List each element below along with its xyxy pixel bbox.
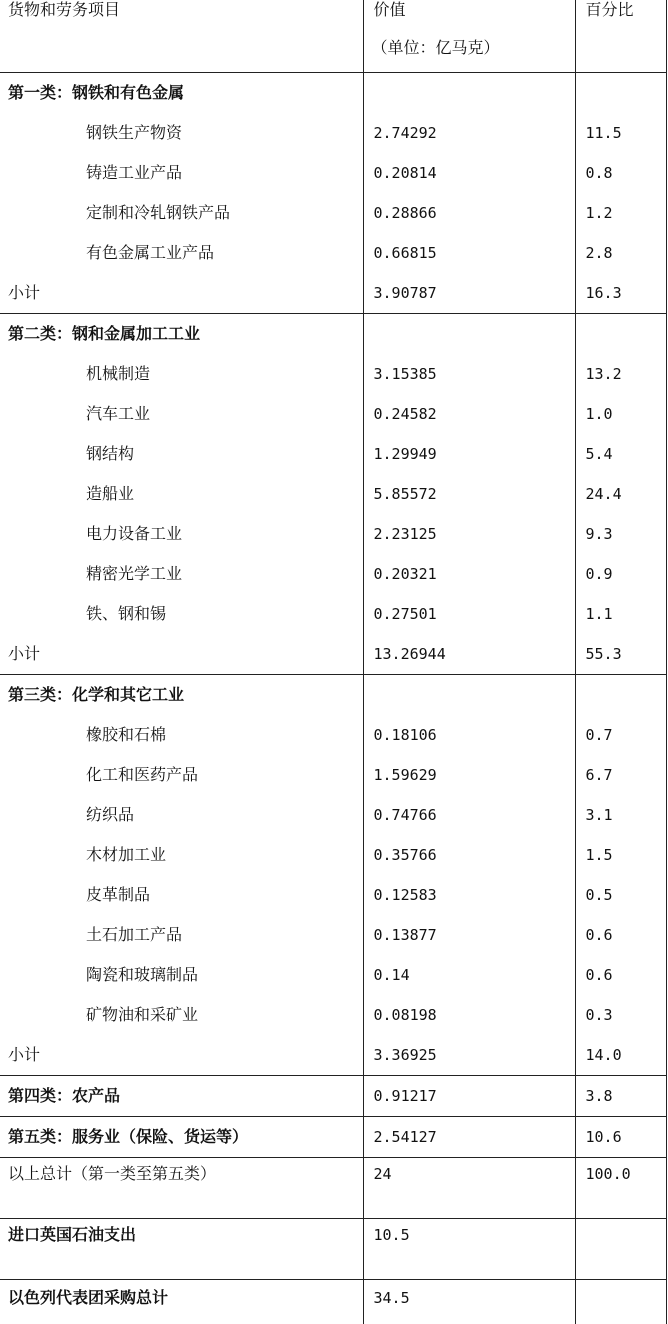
item-row-label: 土石加工产品 <box>0 915 363 955</box>
item-row-value: 1.29949 <box>363 434 575 474</box>
item-row-value: 0.24582 <box>363 394 575 434</box>
subtotal-row-percent: 55.3 <box>575 634 666 675</box>
header-value: 价值 （单位：亿马克） <box>363 0 575 72</box>
item-row <box>0 955 666 995</box>
subtotal-row-value: 3.90787 <box>363 273 575 314</box>
item-row-value: 0.14 <box>363 955 575 995</box>
item-row <box>0 715 666 755</box>
item-row-label: 定制和冷轧钢铁产品 <box>0 193 363 233</box>
subtotal-row-percent: 16.3 <box>575 273 666 314</box>
total-row-label: 以上总计（第一类至第五类） <box>0 1157 363 1218</box>
item-row-label: 造船业 <box>0 474 363 514</box>
item-row-percent: 5.4 <box>575 434 666 474</box>
oil-row-label: 进口英国石油支出 <box>0 1218 363 1279</box>
grand-total-row-label: 以色列代表团采购总计 <box>0 1279 363 1324</box>
oil-row <box>0 1218 666 1279</box>
grand-total-row <box>0 1279 666 1324</box>
item-row-label: 有色金属工业产品 <box>0 233 363 273</box>
item-row-label: 橡胶和石棉 <box>0 715 363 755</box>
item-row <box>0 233 666 273</box>
oil-row-value: 10.5 <box>363 1218 575 1279</box>
item-row-label: 汽车工业 <box>0 394 363 434</box>
category5-row-value: 2.54127 <box>363 1116 575 1157</box>
item-row-percent: 0.6 <box>575 915 666 955</box>
item-row-percent: 0.3 <box>575 995 666 1035</box>
item-row-value: 0.28866 <box>363 193 575 233</box>
item-row-label: 钢结构 <box>0 434 363 474</box>
item-row-value: 0.27501 <box>363 594 575 634</box>
subtotal-row <box>0 634 666 675</box>
item-row <box>0 354 666 394</box>
item-row-value: 1.59629 <box>363 755 575 795</box>
item-row-value: 0.35766 <box>363 835 575 875</box>
category-title-row-percent <box>575 72 666 113</box>
item-row-value: 0.18106 <box>363 715 575 755</box>
category-title-row-label: 第二类：钢和金属加工工业 <box>0 313 363 354</box>
item-row-percent: 1.5 <box>575 835 666 875</box>
item-row-value: 2.23125 <box>363 514 575 554</box>
category-title-row-label: 第一类：钢铁和有色金属 <box>0 72 363 113</box>
item-row-percent: 9.3 <box>575 514 666 554</box>
item-row-percent: 0.8 <box>575 153 666 193</box>
item-row-value: 5.85572 <box>363 474 575 514</box>
item-row-percent: 1.2 <box>575 193 666 233</box>
item-row-percent: 0.7 <box>575 715 666 755</box>
item-row-label: 皮革制品 <box>0 875 363 915</box>
item-row-value: 0.74766 <box>363 795 575 835</box>
total-row <box>0 1157 666 1218</box>
category-title-row <box>0 313 666 354</box>
category4-row-label: 第四类：农产品 <box>0 1075 363 1116</box>
category5-row-label: 第五类：服务业（保险、货运等） <box>0 1116 363 1157</box>
item-row <box>0 394 666 434</box>
category5-row <box>0 1116 666 1157</box>
item-row-label: 化工和医药产品 <box>0 755 363 795</box>
category-title-row <box>0 72 666 113</box>
item-row <box>0 113 666 153</box>
total-row-percent: 100.0 <box>575 1157 666 1218</box>
item-row-value: 0.13877 <box>363 915 575 955</box>
item-row-value: 0.20321 <box>363 554 575 594</box>
item-row-percent: 1.0 <box>575 394 666 434</box>
item-row <box>0 795 666 835</box>
item-row-percent: 1.1 <box>575 594 666 634</box>
item-row-value: 0.08198 <box>363 995 575 1035</box>
category4-row <box>0 1075 666 1116</box>
item-row <box>0 434 666 474</box>
grand-total-row-percent <box>575 1279 666 1324</box>
item-row-value: 0.20814 <box>363 153 575 193</box>
header-unit: （单位：亿马克） <box>371 38 500 57</box>
item-row-percent: 3.1 <box>575 795 666 835</box>
item-row <box>0 514 666 554</box>
item-row <box>0 193 666 233</box>
item-row-percent: 13.2 <box>575 354 666 394</box>
category-title-row-percent <box>575 674 666 715</box>
item-row-label: 铸造工业产品 <box>0 153 363 193</box>
item-row <box>0 474 666 514</box>
item-row <box>0 755 666 795</box>
subtotal-row-value: 3.36925 <box>363 1035 575 1076</box>
subtotal-row-label: 小计 <box>0 273 363 314</box>
item-row-label: 钢铁生产物资 <box>0 113 363 153</box>
category-title-row-percent <box>575 313 666 354</box>
item-row-value: 0.66815 <box>363 233 575 273</box>
item-row <box>0 915 666 955</box>
item-row <box>0 875 666 915</box>
subtotal-row-value: 13.26944 <box>363 634 575 675</box>
item-row <box>0 554 666 594</box>
item-row-percent: 0.6 <box>575 955 666 995</box>
total-row-value: 24 <box>363 1157 575 1218</box>
item-row-label: 精密光学工业 <box>0 554 363 594</box>
item-row-label: 纺织品 <box>0 795 363 835</box>
header-row <box>0 0 666 72</box>
grand-total-row-value: 34.5 <box>363 1279 575 1324</box>
item-row-label: 矿物油和采矿业 <box>0 995 363 1035</box>
category4-row-value: 0.91217 <box>363 1075 575 1116</box>
item-row-label: 木材加工业 <box>0 835 363 875</box>
category-title-row-label: 第三类：化学和其它工业 <box>0 674 363 715</box>
subtotal-row-percent: 14.0 <box>575 1035 666 1076</box>
item-row-value: 2.74292 <box>363 113 575 153</box>
subtotal-row <box>0 273 666 314</box>
oil-row-percent <box>575 1218 666 1279</box>
item-row-percent: 11.5 <box>575 113 666 153</box>
item-row <box>0 995 666 1035</box>
subtotal-row <box>0 1035 666 1076</box>
item-row-percent: 24.4 <box>575 474 666 514</box>
item-row-label: 陶瓷和玻璃制品 <box>0 955 363 995</box>
item-row-percent: 0.9 <box>575 554 666 594</box>
subtotal-row-label: 小计 <box>0 1035 363 1076</box>
subtotal-row-label: 小计 <box>0 634 363 675</box>
header-item: 货物和劳务项目 <box>0 0 363 72</box>
item-row-percent: 0.5 <box>575 875 666 915</box>
category5-row-percent: 10.6 <box>575 1116 666 1157</box>
item-row-value: 3.15385 <box>363 354 575 394</box>
item-row-percent: 2.8 <box>575 233 666 273</box>
item-row <box>0 835 666 875</box>
item-row-label: 电力设备工业 <box>0 514 363 554</box>
header-percent: 百分比 <box>575 0 666 72</box>
category-title-row-value <box>363 674 575 715</box>
item-row-label: 机械制造 <box>0 354 363 394</box>
item-row <box>0 594 666 634</box>
category4-row-percent: 3.8 <box>575 1075 666 1116</box>
item-row-label: 铁、钢和锡 <box>0 594 363 634</box>
category-title-row-value <box>363 72 575 113</box>
item-row <box>0 153 666 193</box>
item-row-percent: 6.7 <box>575 755 666 795</box>
item-row-value: 0.12583 <box>363 875 575 915</box>
category-title-row-value <box>363 313 575 354</box>
category-title-row <box>0 674 666 715</box>
